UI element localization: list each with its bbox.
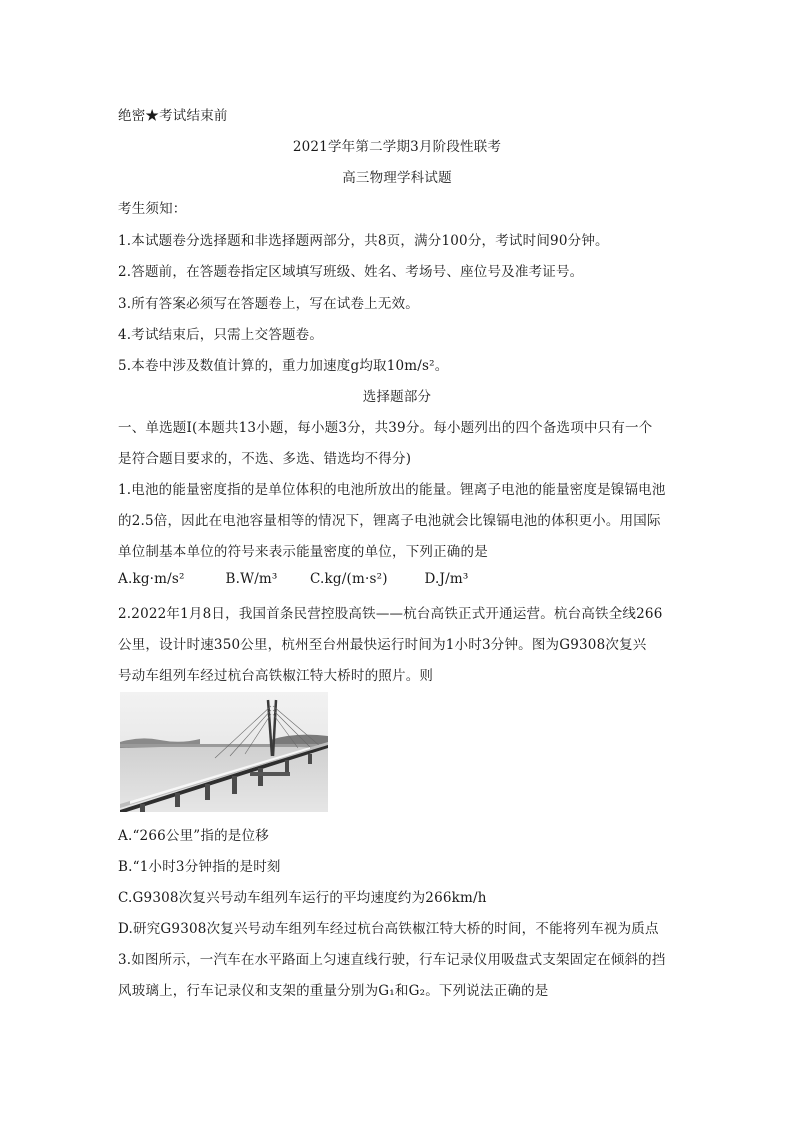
section-title: 选择题部分 [362, 389, 432, 405]
q1-line-1: 1.电池的能量密度指的是单位体积的电池所放出的能量。锂离子电池的能量密度是镍镉电池 [118, 482, 666, 498]
bridge-photo [120, 692, 328, 812]
notice-item-4: 4.考试结束后，只需上交答题卷。 [118, 327, 324, 343]
notice-item-2: 2.答题前，在答题卷指定区域填写班级、姓名、考场号、座位号及准考证号。 [118, 264, 584, 280]
q1-option-b: B.W/m³ [225, 571, 278, 587]
q2-line-3: 号动车组列车经过杭台高铁椒江特大桥时的照片。则 [118, 668, 434, 684]
q2-line-2: 公里，设计时速350公里，杭州至台州最快运行时间为1小时3分钟。图为G9308次复兴 [118, 637, 647, 653]
q1-line-3: 单位制基本单位的符号来表示能量密度的单位，下列正确的是 [118, 544, 488, 560]
q3-line-2: 风玻璃上，行车记录仪和支架的重量分别为G₁和G₂。下列说法正确的是 [118, 983, 549, 999]
q1-option-c: C.kg/(m·s²) [310, 571, 388, 587]
section-intro-line-1: 一、单选题Ⅰ(本题共13小题，每小题3分，共39分。每小题列出的四个备选项中只有一个 [118, 420, 653, 436]
q2-option-d: D.研究G9308次复兴号动车组列车经过杭台高铁椒江特大桥的时间，不能将列车视为质点 [118, 921, 659, 937]
q1-option-a: A.kg·m/s² [118, 571, 185, 587]
q2-option-a: A.“266公里”指的是位移 [118, 828, 269, 844]
q1-option-d: D.J/m³ [424, 571, 469, 587]
secret-mark: 绝密★考试结束前 [118, 108, 228, 124]
q2-option-b: B.“1小时3分钟指的是时刻 [118, 859, 281, 875]
q2-option-c: C.G9308次复兴号动车组列车运行的平均速度约为266km/h [118, 890, 487, 906]
notice-heading: 考生须知： [118, 201, 187, 217]
notice-item-3: 3.所有答案必须写在答题卷上，写在试卷上无效。 [118, 296, 419, 312]
q1-line-2: 的2.5倍，因此在电池容量相等的情况下，锂离子电池就会比镍镉电池的体积更小。用国际 [118, 513, 661, 529]
q1-options [118, 571, 469, 587]
section-intro-line-2: 是符合题目要求的，不选、多选、错选均不得分) [118, 451, 412, 467]
notice-item-5: 5.本卷中涉及数值计算的，重力加速度g均取10m/s²。 [118, 358, 449, 374]
exam-title: 2021学年第二学期3月阶段性联考 [292, 139, 502, 155]
q2-line-1: 2.2022年1月8日，我国首条民营控股高铁——杭台高铁正式开通运营。杭台高铁全线266 [118, 606, 663, 622]
subject-title: 高三物理学科试题 [342, 170, 452, 186]
notice-item-1: 1.本试题卷分选择题和非选择题两部分，共8页，满分100分，考试时间90分钟。 [118, 233, 609, 249]
q3-line-1: 3.如图所示，一汽车在水平路面上匀速直线行驶，行车记录仪用吸盘式支架固定在倾斜的挡 [118, 952, 666, 968]
